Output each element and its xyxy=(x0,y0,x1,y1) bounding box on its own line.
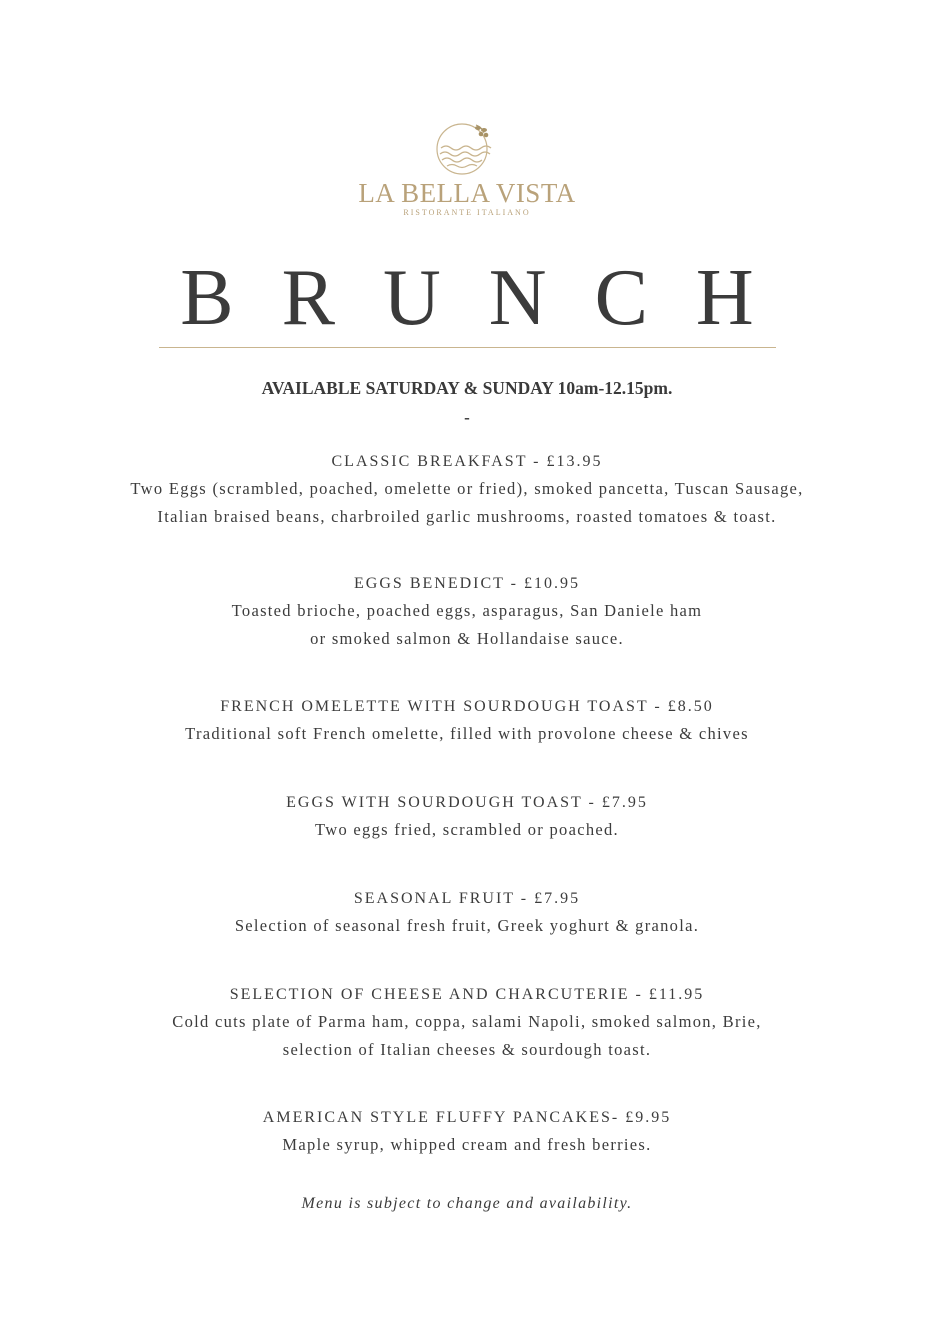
menu-item-title: FRENCH OMELETTE WITH SOURDOUGH TOAST - £8.50 xyxy=(220,698,714,715)
menu-item-description: Italian braised beans, charbroiled garlic mushrooms, roasted tomatoes & toast. xyxy=(157,506,777,526)
availability-text: AVAILABLE SATURDAY & SUNDAY 10am-12.15pm. xyxy=(261,378,673,398)
menu-item-description: Traditional soft French omelette, filled with provolone cheese & chives xyxy=(185,724,749,743)
menu-item xyxy=(0,885,934,940)
restaurant-logo xyxy=(0,118,934,218)
menu-item-description: or smoked salmon & Hollandaise sauce. xyxy=(310,628,624,648)
menu-item xyxy=(0,570,934,652)
menu-item xyxy=(0,981,934,1063)
menu-item xyxy=(0,789,934,844)
menu-item-title: EGGS WITH SOURDOUGH TOAST - £7.95 xyxy=(286,794,648,811)
sea-sun-logo-icon xyxy=(432,118,502,180)
page-title: BRUNCH xyxy=(180,254,802,342)
menu-item-description: Cold cuts plate of Parma ham, coppa, salami Napoli, smoked salmon, Brie, xyxy=(172,1012,762,1031)
restaurant-subtitle: RISTORANTE ITALIANO xyxy=(403,208,531,217)
menu-item xyxy=(0,693,934,748)
menu-item-description: selection of Italian cheeses & sourdough toast. xyxy=(282,1039,652,1059)
menu-item-description: Toasted brioche, poached eggs, asparagus, San Daniele ham xyxy=(231,601,703,620)
menu-item-description: Two eggs fried, scrambled or poached. xyxy=(315,820,619,839)
menu-item-title: AMERICAN STYLE FLUFFY PANCAKES- £9.95 xyxy=(262,1109,672,1126)
menu-item-description: Maple syrup, whipped cream and fresh berries. xyxy=(282,1135,652,1154)
menu-item-description: Selection of seasonal fresh fruit, Greek yoghurt & granola. xyxy=(234,916,700,935)
menu-item xyxy=(0,448,934,530)
restaurant-name: LA BELLA VISTA xyxy=(358,178,576,208)
title-divider xyxy=(159,347,776,348)
menu-item-title: SELECTION OF CHEESE AND CHARCUTERIE - £11.95 xyxy=(229,986,705,1003)
availability-separator: - xyxy=(464,408,470,427)
menu-item-title: SEASONAL FRUIT - £7.95 xyxy=(353,890,581,907)
menu-item-title: EGGS BENEDICT - £10.95 xyxy=(354,575,580,592)
menu-item-description: Two Eggs (scrambled, poached, omelette or fried), smoked pancetta, Tuscan Sausage, xyxy=(130,479,804,498)
menu-item-title: CLASSIC BREAKFAST - £13.95 xyxy=(331,453,603,470)
availability-note: Menu is subject to change and availability. xyxy=(301,1195,633,1212)
menu-item xyxy=(0,1104,934,1159)
